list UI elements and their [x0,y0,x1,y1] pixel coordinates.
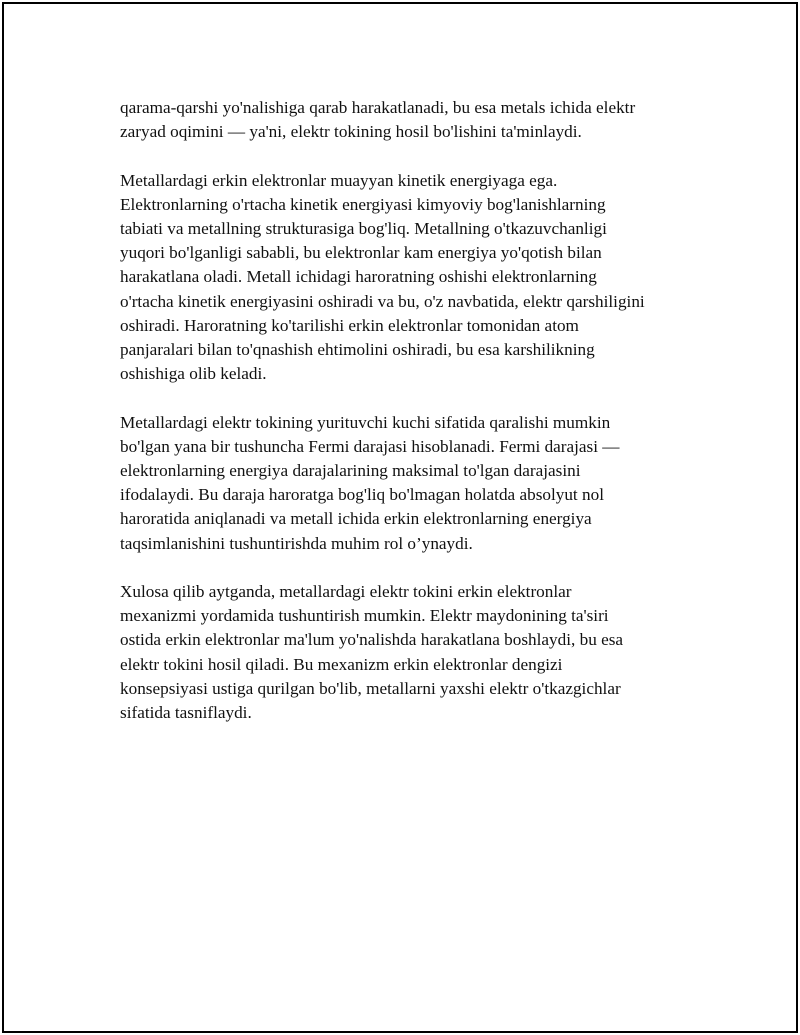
paragraph-1: qarama-qarshi yo'nalishiga qarab harakatlanadi, bu esa metals ichida elektr zaryad oqimini — ya'ni, elektr tokining hosil bo'lishini ta'minlaydi. [120,98,636,142]
document-body [120,96,700,749]
paragraph-2: Metallardagi erkin elektronlar muayyan kinetik energiyaga ega. Elektronlarning o'rtacha kinetik energiyasi kimyoviy bog'lanishlarning tabiati va metallning strukturasiga bog'liq. Metallning o'tkazuvchanligi yuqori bo'lganligi sababli, bu elektronlar kam energiya yo'qotish bilan harakatlana oladi. Metall ichidagi haroratning oshishi elektronlarning o'rtacha kinetik energiyasini oshiradi va bu, o'z navbatida, elektr qarshiligini oshiradi. Haroratning ko'tarilishi erkin elektronlar tomonidan atom panjaralari bilan to'qnashish ehtimolini oshiradi, bu esa karshilikning oshishiga olib keladi. [120,170,645,384]
paragraph-3: Metallardagi elektr tokining yurituvchi kuchi sifatida qaralishi mumkin bo'lgan yana bir tushuncha Fermi darajasi hisoblanadi. Fermi darajasi — elektronlarning energiya darajalarining maksimal to'lgan darajasini ifodalaydi. Bu daraja haroratga bog'liq bo'lmagan holatda absolyut nol haroratida aniqlanadi va metall ichida erkin elektronlarning energiya taqsimlanishini tushuntirishda muhim rol o’ynaydi. [120,412,620,553]
paragraph-4: Xulosa qilib aytganda, metallardagi elektr tokini erkin elektronlar mexanizmi yordamida tushuntirish mumkin. Elektr maydonining ta'siri ostida erkin elektronlar ma'lum yo'nalishda harakatlana boshlaydi, bu esa elektr tokini hosil qiladi. Bu mexanizm erkin elektronlar dengizi konsepsiyasi ustiga qurilgan bo'lib, metallarni yaxshi elektr o'tkazgichlar sifatida tasniflaydi. [120,582,624,723]
document-page [2,2,798,1033]
